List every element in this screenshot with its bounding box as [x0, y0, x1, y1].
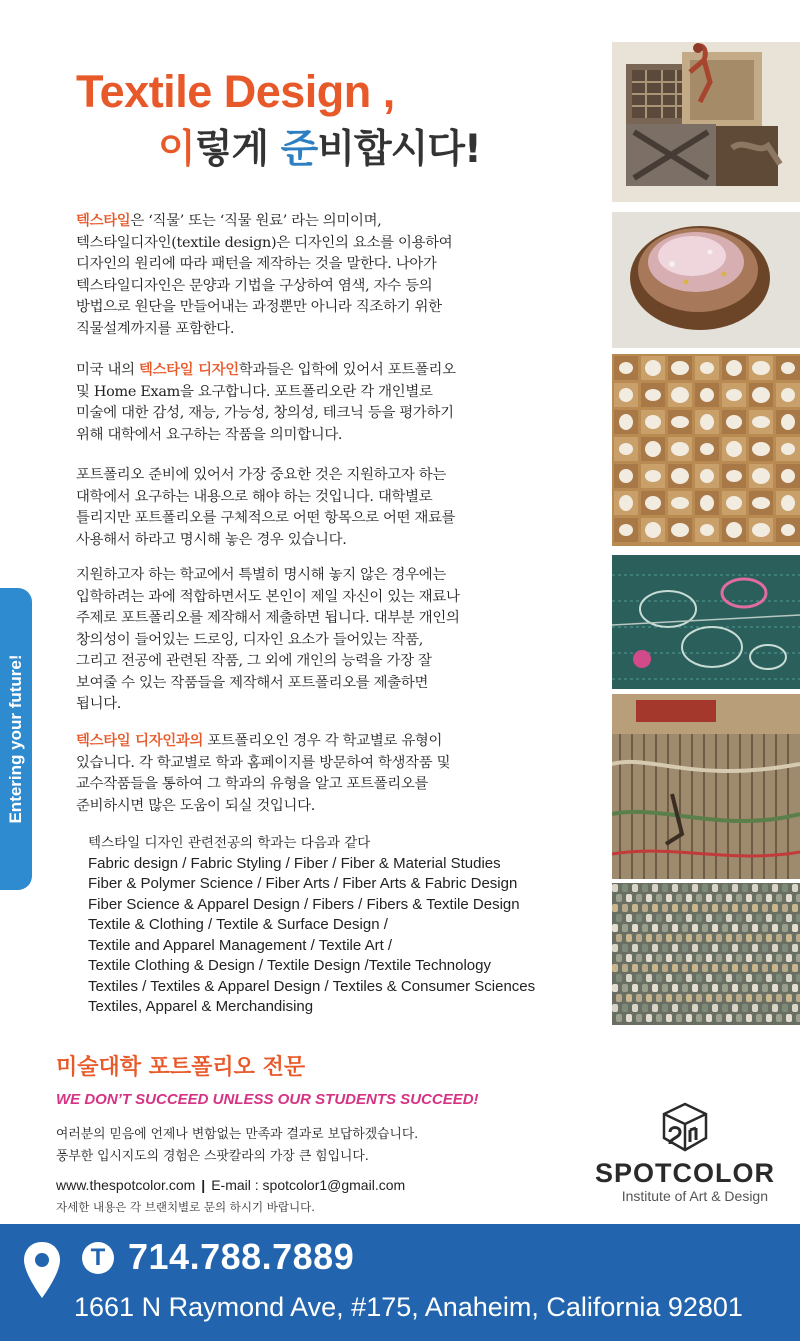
list-item: Textile Clothing & Design / Textile Design /Textile Technology — [88, 957, 491, 974]
paragraph-preparation — [76, 465, 588, 551]
address: 1661 N Raymond Ave, #175, Anaheim, California 92801 — [74, 1292, 743, 1322]
list-item: Textiles / Textiles & Apparel Design / Textiles & Consumer Sciences — [88, 977, 536, 995]
phone-icon: T — [82, 1242, 114, 1274]
text-line: 미국 내의 — [76, 362, 139, 378]
photo-fiber-stone — [612, 212, 800, 348]
page-title: Textile Design , — [76, 66, 395, 117]
text-line: 미술에 대한 감성, 재능, 가능성, 창의성, 테크닉 등을 평가하기 — [76, 405, 454, 421]
promo-title: 미술대학 포트폴리오 전문 — [56, 1055, 306, 1080]
highlight-text: 텍스타일 디자인과의 — [76, 732, 204, 749]
list-item: Textile and Apparel Management / Textile Art / — [88, 936, 393, 954]
text-line: 보여줄 수 있는 작품들을 제작해서 포트폴리오를 제출하면 — [76, 674, 429, 691]
email-link[interactable]: E-mail : spotcolor1@gmail.com — [211, 1177, 406, 1193]
notice-text: 자세한 내용은 각 브랜치별로 문의 하시기 바랍니다. — [56, 1200, 315, 1214]
subtitle-part-2: 렇게 — [194, 127, 281, 172]
page-subtitle — [158, 118, 481, 174]
text-line: 대학에서 요구하는 내용으로 해야 하는 것입니다. 대학별로 — [76, 488, 433, 505]
text-line: 및 Home Exam을 요구합니다. 포트폴리오란 각 개인별로 — [76, 383, 433, 400]
logo-cube-icon — [662, 1102, 708, 1152]
highlight-text: 텍스타일 — [76, 212, 131, 229]
footer-bar — [0, 1224, 800, 1341]
list-item: Textile & Clothing / Textile & Surface Design / — [88, 916, 388, 933]
promo-slogan: WE DON’T SUCCEED UNLESS OUR STUDENTS SUCCEED! — [56, 1091, 479, 1108]
list-item: Fiber & Polymer Science / Fiber Arts / Fiber Arts & Fabric Design — [88, 875, 518, 892]
list-item: Fiber Science & Apparel Design / Fibers / Fibers & Textile Design — [88, 895, 520, 913]
text-line: 사용해서 하라고 명시해 놓은 경우 있습니다. — [76, 531, 347, 548]
text-line: 됩니다. — [76, 696, 122, 712]
text-line: 준비하시면 많은 도움이 되실 것입니다. — [76, 797, 315, 814]
text-line: 주제로 포트폴리오를 제작해서 제출하면 됩니다. 대부분 개인의 — [76, 610, 460, 626]
text-line: 포트폴리오 준비에 있어서 가장 중요한 것은 지원하고자 하는 — [76, 467, 446, 483]
side-tab-label: Entering your future! — [6, 654, 25, 824]
phone-number[interactable]: 714.788.7889 — [128, 1236, 355, 1277]
text-line: 직물설계까지를 포함한다. — [76, 320, 235, 337]
text-line: 위해 대학에서 요구하는 작품을 의미합니다. — [76, 426, 343, 443]
photo-tile-grid — [612, 354, 800, 546]
contact-info — [56, 1177, 405, 1193]
text-line: 포트폴리오인 경우 각 학교별로 유형이 — [203, 733, 443, 749]
paragraph-requirements — [76, 359, 588, 446]
text-line: 창의성이 들어있는 드로잉, 디자인 요소가 들어있는 작품, — [76, 631, 424, 648]
promo-line: 풍부한 입시지도의 경험은 스팟칼라의 가장 큰 힘입니다. — [56, 1149, 369, 1164]
majors-intro: 텍스타일 디자인 관련전공의 학과는 다음과 같다 — [88, 835, 371, 851]
paragraph-submission — [76, 565, 588, 716]
promo-line: 여러분의 믿음에 언제나 변함없는 만족과 결과로 보답하겠습니다. — [56, 1127, 419, 1142]
subtitle-part-1: 이 — [158, 127, 195, 172]
text-line: 방법으로 원단을 만들어내는 과정뿐만 아니라 직조하기 위한 — [76, 299, 442, 315]
paragraph-school-types — [76, 730, 588, 817]
text-line: 틀리지만 포트폴리오를 구체적으로 어떤 항목으로 어떤 재료를 — [76, 510, 456, 526]
website-link[interactable]: www.thespotcolor.com — [56, 1177, 196, 1193]
text-line: 입학하려는 과에 적합하면서도 본인이 제일 자신이 있는 재료나 — [76, 588, 460, 605]
photo-mixed-media-sculpture — [612, 42, 800, 202]
subtitle-part-3: 준 — [280, 127, 318, 172]
majors-list — [88, 833, 535, 1018]
photo-bead-wall — [612, 883, 800, 1025]
paragraph-definition — [76, 210, 588, 340]
side-tab — [0, 588, 32, 890]
text-line: 은 ‘직물’ 또는 ‘직물 원료’ 라는 의미이며, — [130, 213, 382, 229]
spotcolor-logo — [590, 1100, 780, 1210]
text-line: 지원하고자 하는 학교에서 특별히 명시해 놓지 않은 경우에는 — [76, 567, 446, 583]
photo-embroidered-textile — [612, 555, 800, 689]
logo-subtitle: Institute of Art & Design — [621, 1188, 768, 1204]
divider: | — [201, 1177, 206, 1193]
location-pin-icon — [20, 1238, 64, 1318]
photo-woven-threads — [612, 694, 800, 879]
text-line: 그리고 전공에 관련된 작품, 그 외에 개인의 능력을 가장 잘 — [76, 653, 432, 669]
logo-name: SPOTCOLOR — [594, 1158, 775, 1188]
highlight-text: 텍스타일 디자인 — [138, 361, 239, 378]
list-item: Fabric design / Fabric Styling / Fiber / Fiber & Material Studies — [88, 854, 501, 872]
text-line: 있습니다. 각 학교별로 학과 홈페이지를 방문하여 학생작품 및 — [76, 754, 451, 771]
text-line: 디자인의 원리에 따라 패턴을 제작하는 것을 말한다. 나아가 — [76, 256, 437, 272]
text-line: 학과들은 입학에 있어서 포트폴리오 — [238, 362, 456, 378]
text-line: 텍스타일디자인은 문양과 기법을 구상하여 염색, 자수 등의 — [76, 277, 433, 294]
subtitle-part-4: 비합시다! — [317, 127, 481, 172]
text-line: 텍스타일디자인(textile design)은 디자인의 요소를 이용하여 — [76, 234, 453, 251]
text-line: 교수작품들을 통하여 그 학과의 유형을 알고 포트폴리오를 — [76, 776, 429, 792]
list-item: Textiles, Apparel & Merchandising — [88, 998, 314, 1015]
